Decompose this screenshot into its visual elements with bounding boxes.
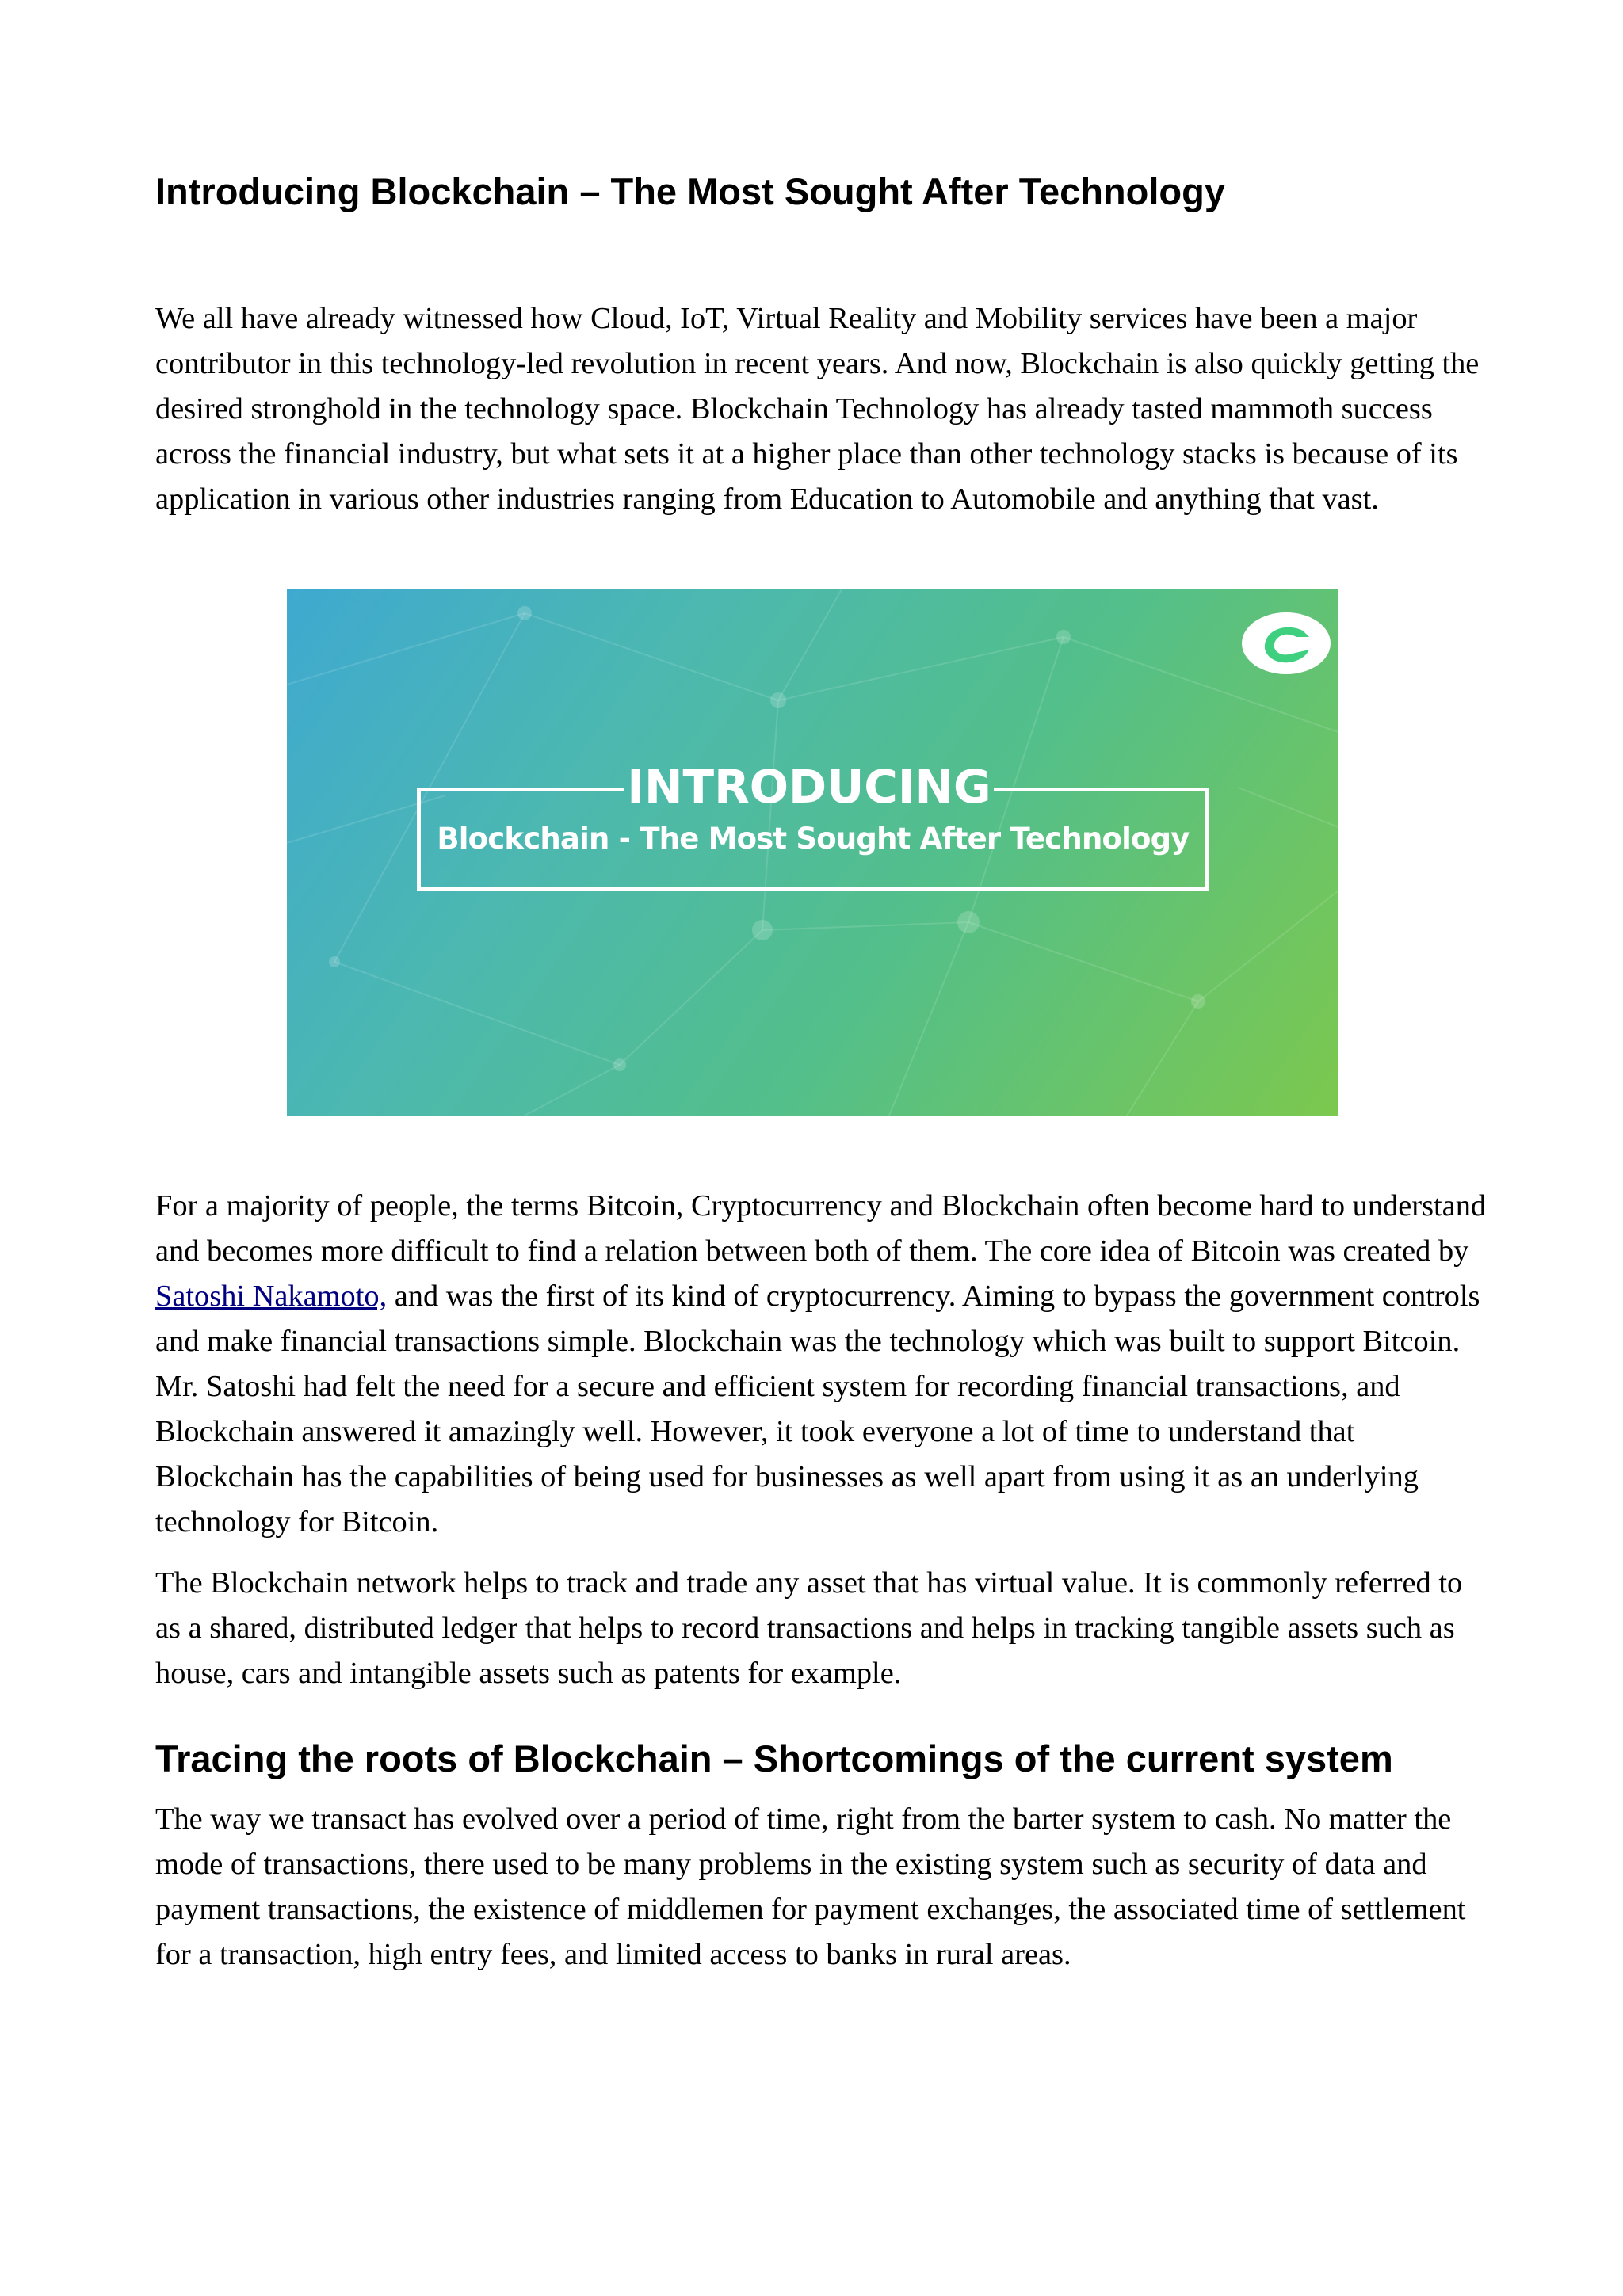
bitcoin-paragraph-text-start: For a majority of people, the terms Bitcoin, Cryptocurrency and Blockchain often become hard to understand and becomes more difficult to find a relation between both of them. The core idea of Bitcoin was created by bbox=[155, 1189, 1487, 1268]
satoshi-nakamoto-link[interactable]: Satoshi Nakamoto, bbox=[155, 1280, 388, 1313]
section-heading: Tracing the roots of Blockchain – Shortcomings of the current system bbox=[155, 1737, 1393, 1779]
bitcoin-paragraph-text-end: and was the first of its kind of cryptocurrency. Aiming to bypass the government controls and make financial transactions simple. Blockchain was the technology which was built to support Bitcoin. Mr. Satoshi had felt the need for a secure and efficient system for recording financial transactions, and Blockchain answered it amazingly well. However, it took everyone a lot of time to understand that Blockchain has the capabilities of being used for businesses as well apart from using it as an underlying technology for Bitcoin. bbox=[155, 1280, 1480, 1539]
ledger-paragraph: The Blockchain network helps to track and trade any asset that has virtual value. It is commonly referred to as a shared, distributed ledger that helps to record transactions and helps in tracking tangible assets such as house, cars and intangible assets such as patents for example. bbox=[155, 1566, 1463, 1690]
banner-subtitle: Blockchain - The Most Sought After Technology bbox=[437, 822, 1190, 856]
banner-image bbox=[287, 589, 1338, 1116]
brand-logo-icon bbox=[1239, 610, 1333, 677]
banner-title: INTRODUCING bbox=[627, 760, 991, 814]
intro-paragraph: We all have already witnessed how Cloud, IoT, Virtual Reality and Mobility services have been a major contributor in this technology-led revolution in recent years. And now, Blockchain is also quickly getting the desired stronghold in the technology space. Blockchain Technology has already tasted mammoth success across the financial industry, but what sets it at a higher place than other technology stacks is because of its application in various other industries ranging from Education to Automobile and anything that vast. bbox=[155, 302, 1480, 516]
transactions-paragraph: The way we transact has evolved over a period of time, right from the barter system to cash. No matter the mode of transactions, there used to be many problems in the existing system such as security of data and payment transactions, the existence of middlemen for payment exchanges, the associated time of settlement for a transaction, high entry fees, and limited access to banks in rural areas. bbox=[155, 1802, 1466, 1971]
article-title: Introducing Blockchain – The Most Sought After Technology bbox=[155, 170, 1225, 212]
bitcoin-paragraph bbox=[155, 1184, 1487, 1545]
